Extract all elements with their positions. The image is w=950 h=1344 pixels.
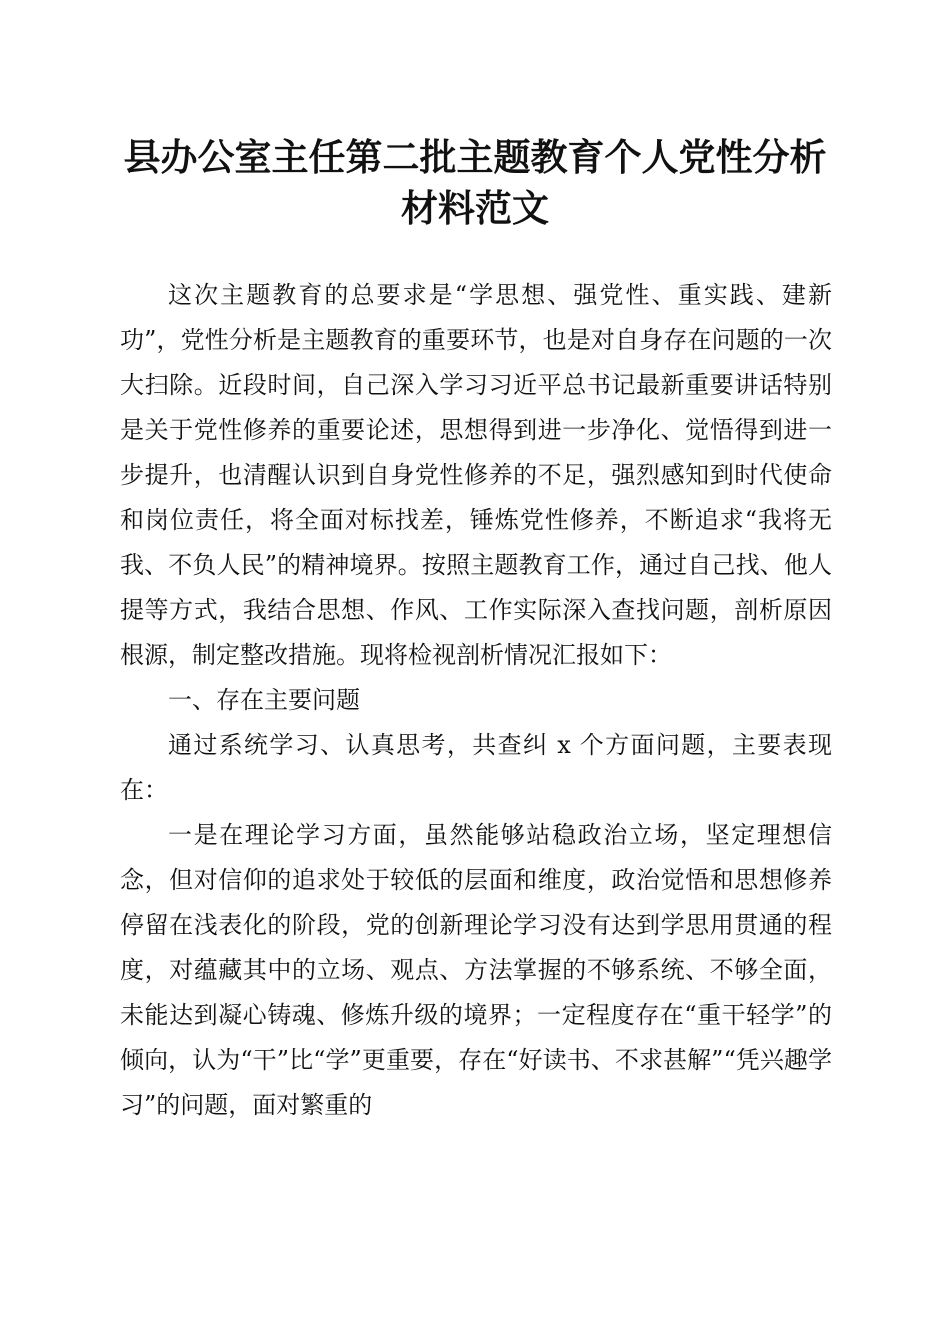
document-title: 县办公室主任第二批主题教育个人党性分析材料范文 [123, 135, 827, 230]
section-intro-paragraph: 通过系统学习、认真思考，共查纠 x 个方面问题，主要表现在： [120, 731, 832, 804]
intro-paragraph: 这次主题教育的总要求是“学思想、强党性、重实践、建新功”，党性分析是主题教育的重要环节，也是对自身存在问题的一次大扫除。近段时间，自己深入学习习近平总书记最新重要讲话特别是关于党性修养的重要论述，思想得到进一步净化、觉悟得到进一步提升，也清醒认识到自身党性修养的不足，强烈感知到时代使命和岗位责任，将全面对标找差，锤炼党性修养，不断追求“我将无我、不负人民”的精神境界。按照主题教育工作，通过自己找、他人提等方式，我结合思想、作风、工作实际深入查找问题，剖析原因根源，制定整改措施。现将检视剖析情况汇报如下： [120, 281, 832, 669]
point-paragraph: 一是在理论学习方面，虽然能够站稳政治立场，坚定理想信念，但对信仰的追求处于较低的层面和维度，政治觉悟和思想修养停留在浅表化的阶段，党的创新理论学习没有达到学思用贯通的程度，对蕴藏其中的立场、观点、方法掌握的不够系统、不够全面，未能达到凝心铸魂、修炼升级的境界；一定程度存在“重干轻学”的倾向，认为“干”比“学”更重要，存在“好读书、不求甚解”“凭兴趣学习”的问题，面对繁重的 [120, 821, 832, 1119]
document-body [120, 273, 832, 1128]
section-heading: 一、存在主要问题 [168, 686, 360, 714]
